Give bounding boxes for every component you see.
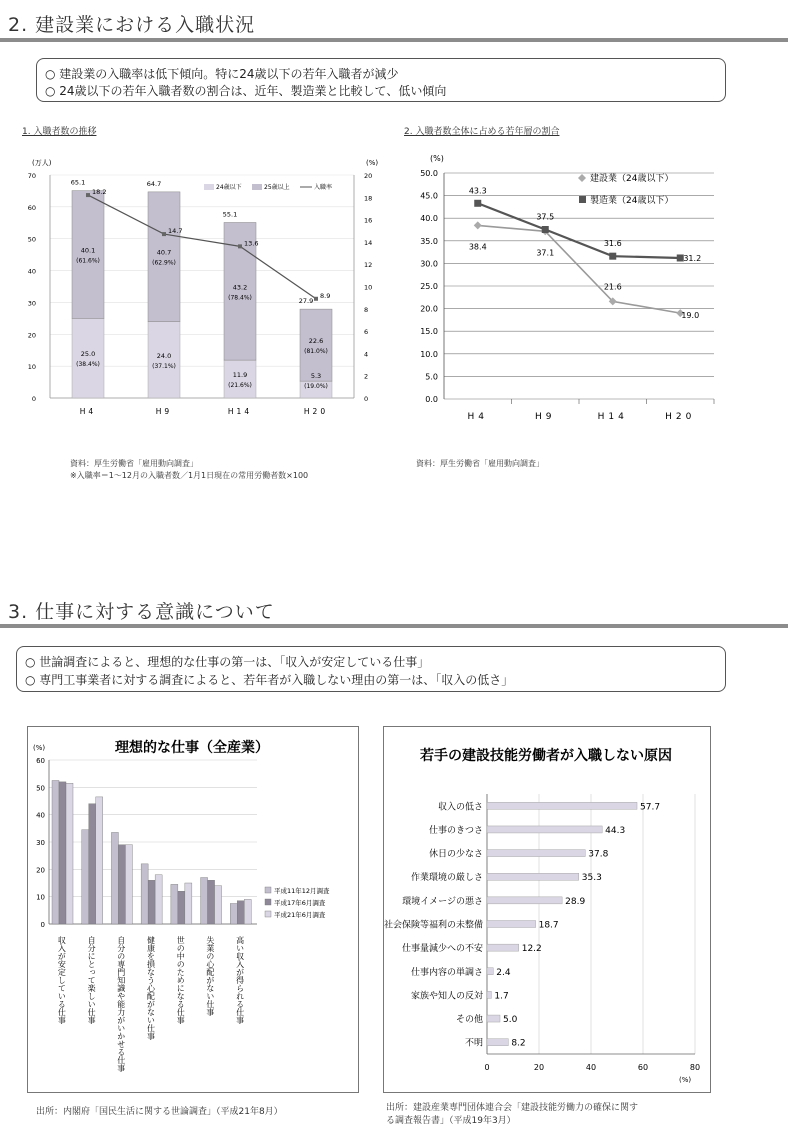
chart4-bar xyxy=(487,897,562,904)
chart1-pct-24under: (19.0%) xyxy=(304,383,328,391)
chart3-ytick: 60 xyxy=(36,757,45,765)
chart2-marker-manufacturing xyxy=(609,253,616,260)
chart1-ytick-right: 20 xyxy=(364,172,373,180)
chart3-category-label: 健康を損なう心配がない仕事 xyxy=(146,936,156,1040)
chart3-bar xyxy=(244,899,251,924)
chart4-bar xyxy=(487,991,491,998)
chart4-value-label: 5.0 xyxy=(503,1015,518,1026)
chart3-category-label: 自分の専門知識や能力がいかせる仕事 xyxy=(116,936,126,1072)
chart1-pct-25over: (61.6%) xyxy=(76,257,100,265)
chart3-ytick: 10 xyxy=(36,893,45,902)
chart2-marker-manufacturing xyxy=(542,226,549,233)
section3-title: 3. 仕事に対する意識について xyxy=(8,601,275,623)
chart2-subtitle: 2. 入職者数全体に占める若年層の割合 xyxy=(404,127,560,137)
chart3-category-label: 世の中のためになる仕事 xyxy=(176,936,186,1024)
chart3-bar xyxy=(178,891,185,924)
chart2-ytick: 15.0 xyxy=(420,327,438,337)
chart4-xtick: 80 xyxy=(689,1063,701,1072)
chart2-marker-manufacturing xyxy=(474,200,481,207)
chart1-pct-24under: (21.6%) xyxy=(228,382,252,390)
chart4-bar xyxy=(487,802,637,809)
chart2-data-label: 19.0 xyxy=(681,311,700,321)
chart1-ytick: 10 xyxy=(27,363,36,372)
section3-bullet-2: ○ 専門工事業者に対する調査によると、若年者が入職しない理由の第一は、「収入の低さ」 xyxy=(25,673,514,687)
chart4-xlabel: (%) xyxy=(679,1076,692,1084)
chart1-line-marker xyxy=(238,244,242,248)
chart1-label-24under: 5.3 xyxy=(310,372,322,381)
chart3-bar xyxy=(215,886,222,924)
chart1-xtick: H14 xyxy=(227,407,253,416)
chart4-bar xyxy=(487,968,493,975)
chart3-category-label: 失業の心配がない仕事 xyxy=(205,936,215,1016)
chart3-bar xyxy=(148,880,155,924)
chart3-bar xyxy=(96,797,103,924)
chart2-marker-construction xyxy=(474,221,482,229)
chart2-ytick: 45.0 xyxy=(420,191,438,201)
chart4-value-label: 28.9 xyxy=(565,896,586,907)
chart2-ytick: 10.0 xyxy=(420,349,438,359)
chart4-bar xyxy=(487,1039,508,1046)
section3-summary-box xyxy=(16,646,726,692)
chart1-xtick: H4 xyxy=(79,407,97,416)
chart2-ytick: 30.0 xyxy=(420,259,438,269)
chart3-legend-swatch xyxy=(265,887,271,893)
chart2-data-label: 43.3 xyxy=(468,186,487,196)
chart1-ylabel-right: (%) xyxy=(366,159,379,167)
chart4-title: 若手の建設技能労働者が入職しない原因 xyxy=(420,748,672,764)
chart4-category-label: 環境イメージの悪さ xyxy=(402,896,483,907)
chart1-pct-24under: (38.4%) xyxy=(76,361,100,369)
section2-title: 2. 建設業における入職状況 xyxy=(8,14,256,36)
chart1-line-marker xyxy=(162,232,166,236)
chart2-legend-swatch-manufacturing xyxy=(579,196,586,203)
chart1-legend-25over: 25歳以上 xyxy=(264,184,290,191)
chart1-label-25over: 40.1 xyxy=(80,246,96,255)
section2-bullet-2: ○ 24歳以下の若年入職者数の割合は、近年、製造業と比較して、低い傾向 xyxy=(45,84,447,98)
chart1-note: ※入職率＝1～12月の入職者数／1月1日現在の常用労働者数×100 xyxy=(70,471,309,480)
chart4-xtick: 40 xyxy=(585,1063,597,1072)
chart1-pct-25over: (62.9%) xyxy=(152,259,176,267)
chart3-bar xyxy=(82,830,89,924)
chart1-ytick-right: 0 xyxy=(364,395,369,403)
section3-bullet-1: ○ 世論調査によると、理想的な仕事の第一は、「収入が安定している仕事」 xyxy=(25,655,430,669)
chart1-legend-swatch-25over xyxy=(252,184,262,190)
chart3-bar xyxy=(185,883,192,924)
chart1-line-marker xyxy=(86,193,90,197)
chart3-bar xyxy=(141,864,148,924)
chart2-xtick: H4 xyxy=(467,412,488,422)
chart1-ytick: 40 xyxy=(27,267,36,276)
chart3-bar xyxy=(89,804,96,924)
chart4-value-label: 37.8 xyxy=(588,849,609,860)
chart1-line-label: 8.9 xyxy=(320,291,331,300)
chart3-title: 理想的な仕事（全産業） xyxy=(115,740,269,756)
reasons-chart xyxy=(383,726,709,1091)
chart2-data-label: 38.4 xyxy=(468,242,487,252)
chart1-xtick: H20 xyxy=(303,407,329,416)
chart4-bar xyxy=(487,944,519,951)
chart2-data-label: 37.1 xyxy=(536,248,555,258)
chart1-total-label: 55.1 xyxy=(222,210,238,219)
chart2-data-label: 31.2 xyxy=(683,253,702,263)
chart4-source-line2: る調査報告書」（平成19年3月） xyxy=(386,1116,516,1126)
chart4-value-label: 12.2 xyxy=(521,944,542,955)
chart4-xtick: 0 xyxy=(484,1063,490,1072)
chart1-label-25over: 40.7 xyxy=(156,248,172,257)
chart3-bar xyxy=(125,845,132,924)
chart3-ytick: 0 xyxy=(40,921,45,929)
chart1-ytick-right: 12 xyxy=(364,261,373,270)
chart1-ytick: 0 xyxy=(31,395,36,403)
chart3-bar xyxy=(111,832,118,924)
chart4-value-label: 2.4 xyxy=(496,967,511,978)
chart2-ytick: 25.0 xyxy=(420,282,438,291)
chart4-value-label: 8.2 xyxy=(511,1038,526,1049)
chart1-label-24under: 24.0 xyxy=(156,351,172,360)
chart4-category-label: 仕事内容の単調さ xyxy=(410,967,483,978)
chart1-ytick: 60 xyxy=(27,203,36,212)
chart1-label-25over: 22.6 xyxy=(308,337,324,346)
chart2-ytick: 50.0 xyxy=(420,169,438,178)
chart4-category-label: 仕事のきつさ xyxy=(428,825,483,836)
chart3-ytick: 40 xyxy=(36,811,45,820)
chart4-value-label: 1.7 xyxy=(494,991,509,1002)
chart1-ytick-right: 4 xyxy=(364,350,369,359)
chart4-category-label: 収入の低さ xyxy=(437,802,483,813)
chart2-ytick: 40.0 xyxy=(420,214,438,224)
chart2-ytick: 5.0 xyxy=(425,372,438,382)
chart3-legend-label: 平成21年6月調査 xyxy=(274,911,326,919)
chart1-label-24under: 11.9 xyxy=(232,371,248,380)
chart1-line-label: 18.2 xyxy=(92,188,107,197)
chart2-ytick: 20.0 xyxy=(420,304,438,314)
chart3-bar xyxy=(230,904,237,925)
chart4-value-label: 44.3 xyxy=(605,825,626,836)
chart1-ytick: 30 xyxy=(27,299,36,308)
chart1-ytick-right: 10 xyxy=(364,283,373,292)
chart3-bar xyxy=(59,782,66,924)
chart2-legend-manufacturing: 製造業（24歳以下） xyxy=(590,196,674,206)
chart4-category-label: 不明 xyxy=(464,1038,483,1049)
chart3-ytick: 30 xyxy=(36,839,45,847)
entrants-chart xyxy=(14,145,386,420)
chart1-subtitle: 1. 入職者数の推移 xyxy=(22,127,97,137)
chart1-ytick-right: 18 xyxy=(364,194,373,203)
chart3-ytick: 50 xyxy=(36,784,45,793)
chart3-ylabel: (%) xyxy=(33,744,46,752)
chart4-bar xyxy=(487,921,536,928)
chart4-bar xyxy=(487,826,602,833)
chart3-bar xyxy=(155,875,162,924)
chart2-legend-construction: 建設業（24歳以下） xyxy=(590,174,674,184)
chart4-category-label: 作業環境の厳しさ xyxy=(410,873,483,884)
chart2-xtick: H9 xyxy=(535,412,556,422)
chart3-bar xyxy=(118,845,125,924)
chart1-ytick: 70 xyxy=(27,172,36,180)
chart2-xtick: H14 xyxy=(597,412,628,422)
chart4-bar xyxy=(487,1015,500,1022)
chart4-category-label: 休日の少なさ xyxy=(428,849,483,860)
chart1-ytick: 50 xyxy=(27,235,36,244)
chart3-bar xyxy=(171,884,178,924)
chart4-xtick: 20 xyxy=(533,1063,545,1072)
chart4-category-label: 仕事量減少への不安 xyxy=(401,944,483,955)
chart4-category-label: 家族や知人の反対 xyxy=(410,991,483,1002)
chart1-line-label: 13.6 xyxy=(244,239,259,248)
chart3-legend-swatch xyxy=(265,911,271,917)
chart3-bar xyxy=(52,781,59,925)
chart4-category-label: その他 xyxy=(455,1015,483,1026)
chart3-source: 出所：内閣府「国民生活に関する世論調査」（平成21年8月） xyxy=(36,1107,283,1117)
chart2-xtick: H20 xyxy=(665,412,696,422)
chart2-data-label: 21.6 xyxy=(603,282,622,292)
chart1-legend-swatch-24under xyxy=(204,184,214,190)
chart2-line-construction xyxy=(478,225,681,313)
section2-summary-box xyxy=(36,58,726,102)
chart1-legend-24under: 24歳以下 xyxy=(216,184,242,191)
chart1-ytick-right: 6 xyxy=(364,328,369,337)
chart2-ylabel: (%) xyxy=(430,154,444,163)
chart2-data-label: 37.5 xyxy=(536,212,555,222)
chart1-pct-24under: (37.1%) xyxy=(152,362,176,370)
section2-bullet-1: ○ 建設業の入職率は低下傾向。特に24歳以下の若年入職者が減少 xyxy=(45,67,399,81)
chart2-ytick: 0.0 xyxy=(425,395,438,404)
chart4-source-line1: 出所：建設産業専門団体連合会「建設技能労働力の確保に関す xyxy=(386,1103,639,1113)
chart3-bar xyxy=(66,783,73,924)
chart1-ytick-right: 8 xyxy=(364,305,369,314)
chart2-line-manufacturing xyxy=(478,203,681,258)
chart1-label-24under: 25.0 xyxy=(80,350,96,359)
chart2-legend-swatch-construction xyxy=(578,174,586,182)
chart1-label-25over: 43.2 xyxy=(232,283,248,292)
chart3-bar xyxy=(201,878,208,924)
chart1-ytick-right: 16 xyxy=(364,216,373,225)
chart4-bar xyxy=(487,873,579,880)
chart2-ytick: 35.0 xyxy=(420,236,438,246)
chart4-category-label: 社会保険等福利の未整備 xyxy=(383,920,483,931)
chart2-data-label: 31.6 xyxy=(603,239,622,249)
chart1-total-label: 65.1 xyxy=(70,178,86,187)
chart3-category-label: 収入が安定している仕事 xyxy=(57,936,67,1024)
chart4-value-label: 57.7 xyxy=(640,802,661,813)
chart1-ylabel-left: (万人) xyxy=(32,159,52,167)
chart4-value-label: 35.3 xyxy=(581,873,602,884)
chart4-bar xyxy=(487,850,585,857)
chart2-source: 資料：厚生労働省「雇用動向調査」 xyxy=(416,459,544,468)
section2-rule xyxy=(0,38,788,42)
chart1-pct-25over: (81.0%) xyxy=(304,348,328,356)
youth-share-chart xyxy=(396,145,728,430)
ideal-job-chart xyxy=(27,726,357,1091)
chart3-legend-label: 平成11年12月調査 xyxy=(274,887,330,895)
chart3-ytick: 20 xyxy=(36,866,45,875)
chart1-line-label: 14.7 xyxy=(168,227,183,236)
chart1-xtick: H9 xyxy=(155,407,173,416)
chart1-ytick: 20 xyxy=(27,331,36,340)
chart1-ytick-right: 14 xyxy=(364,238,373,247)
section3-rule xyxy=(0,624,788,628)
chart1-pct-25over: (78.4%) xyxy=(228,294,252,302)
chart3-bar xyxy=(208,880,215,924)
chart1-line-marker xyxy=(314,297,318,301)
chart1-total-label: 27.9 xyxy=(298,297,314,306)
chart4-xtick: 60 xyxy=(637,1063,649,1072)
chart1-ytick-right: 2 xyxy=(364,372,369,381)
chart3-category-label: 自分にとって楽しい仕事 xyxy=(87,936,97,1024)
chart3-category-label: 高い収入が得られる仕事 xyxy=(235,936,245,1024)
chart1-source: 資料：厚生労働省「雇用動向調査」 xyxy=(70,459,198,468)
chart3-legend-swatch xyxy=(265,899,271,905)
chart4-value-label: 18.7 xyxy=(538,920,559,931)
chart1-legend-rate: 入職率 xyxy=(314,184,333,191)
chart1-total-label: 64.7 xyxy=(146,179,162,188)
chart3-bar xyxy=(237,901,244,924)
chart3-legend-label: 平成17年6月調査 xyxy=(274,899,326,907)
